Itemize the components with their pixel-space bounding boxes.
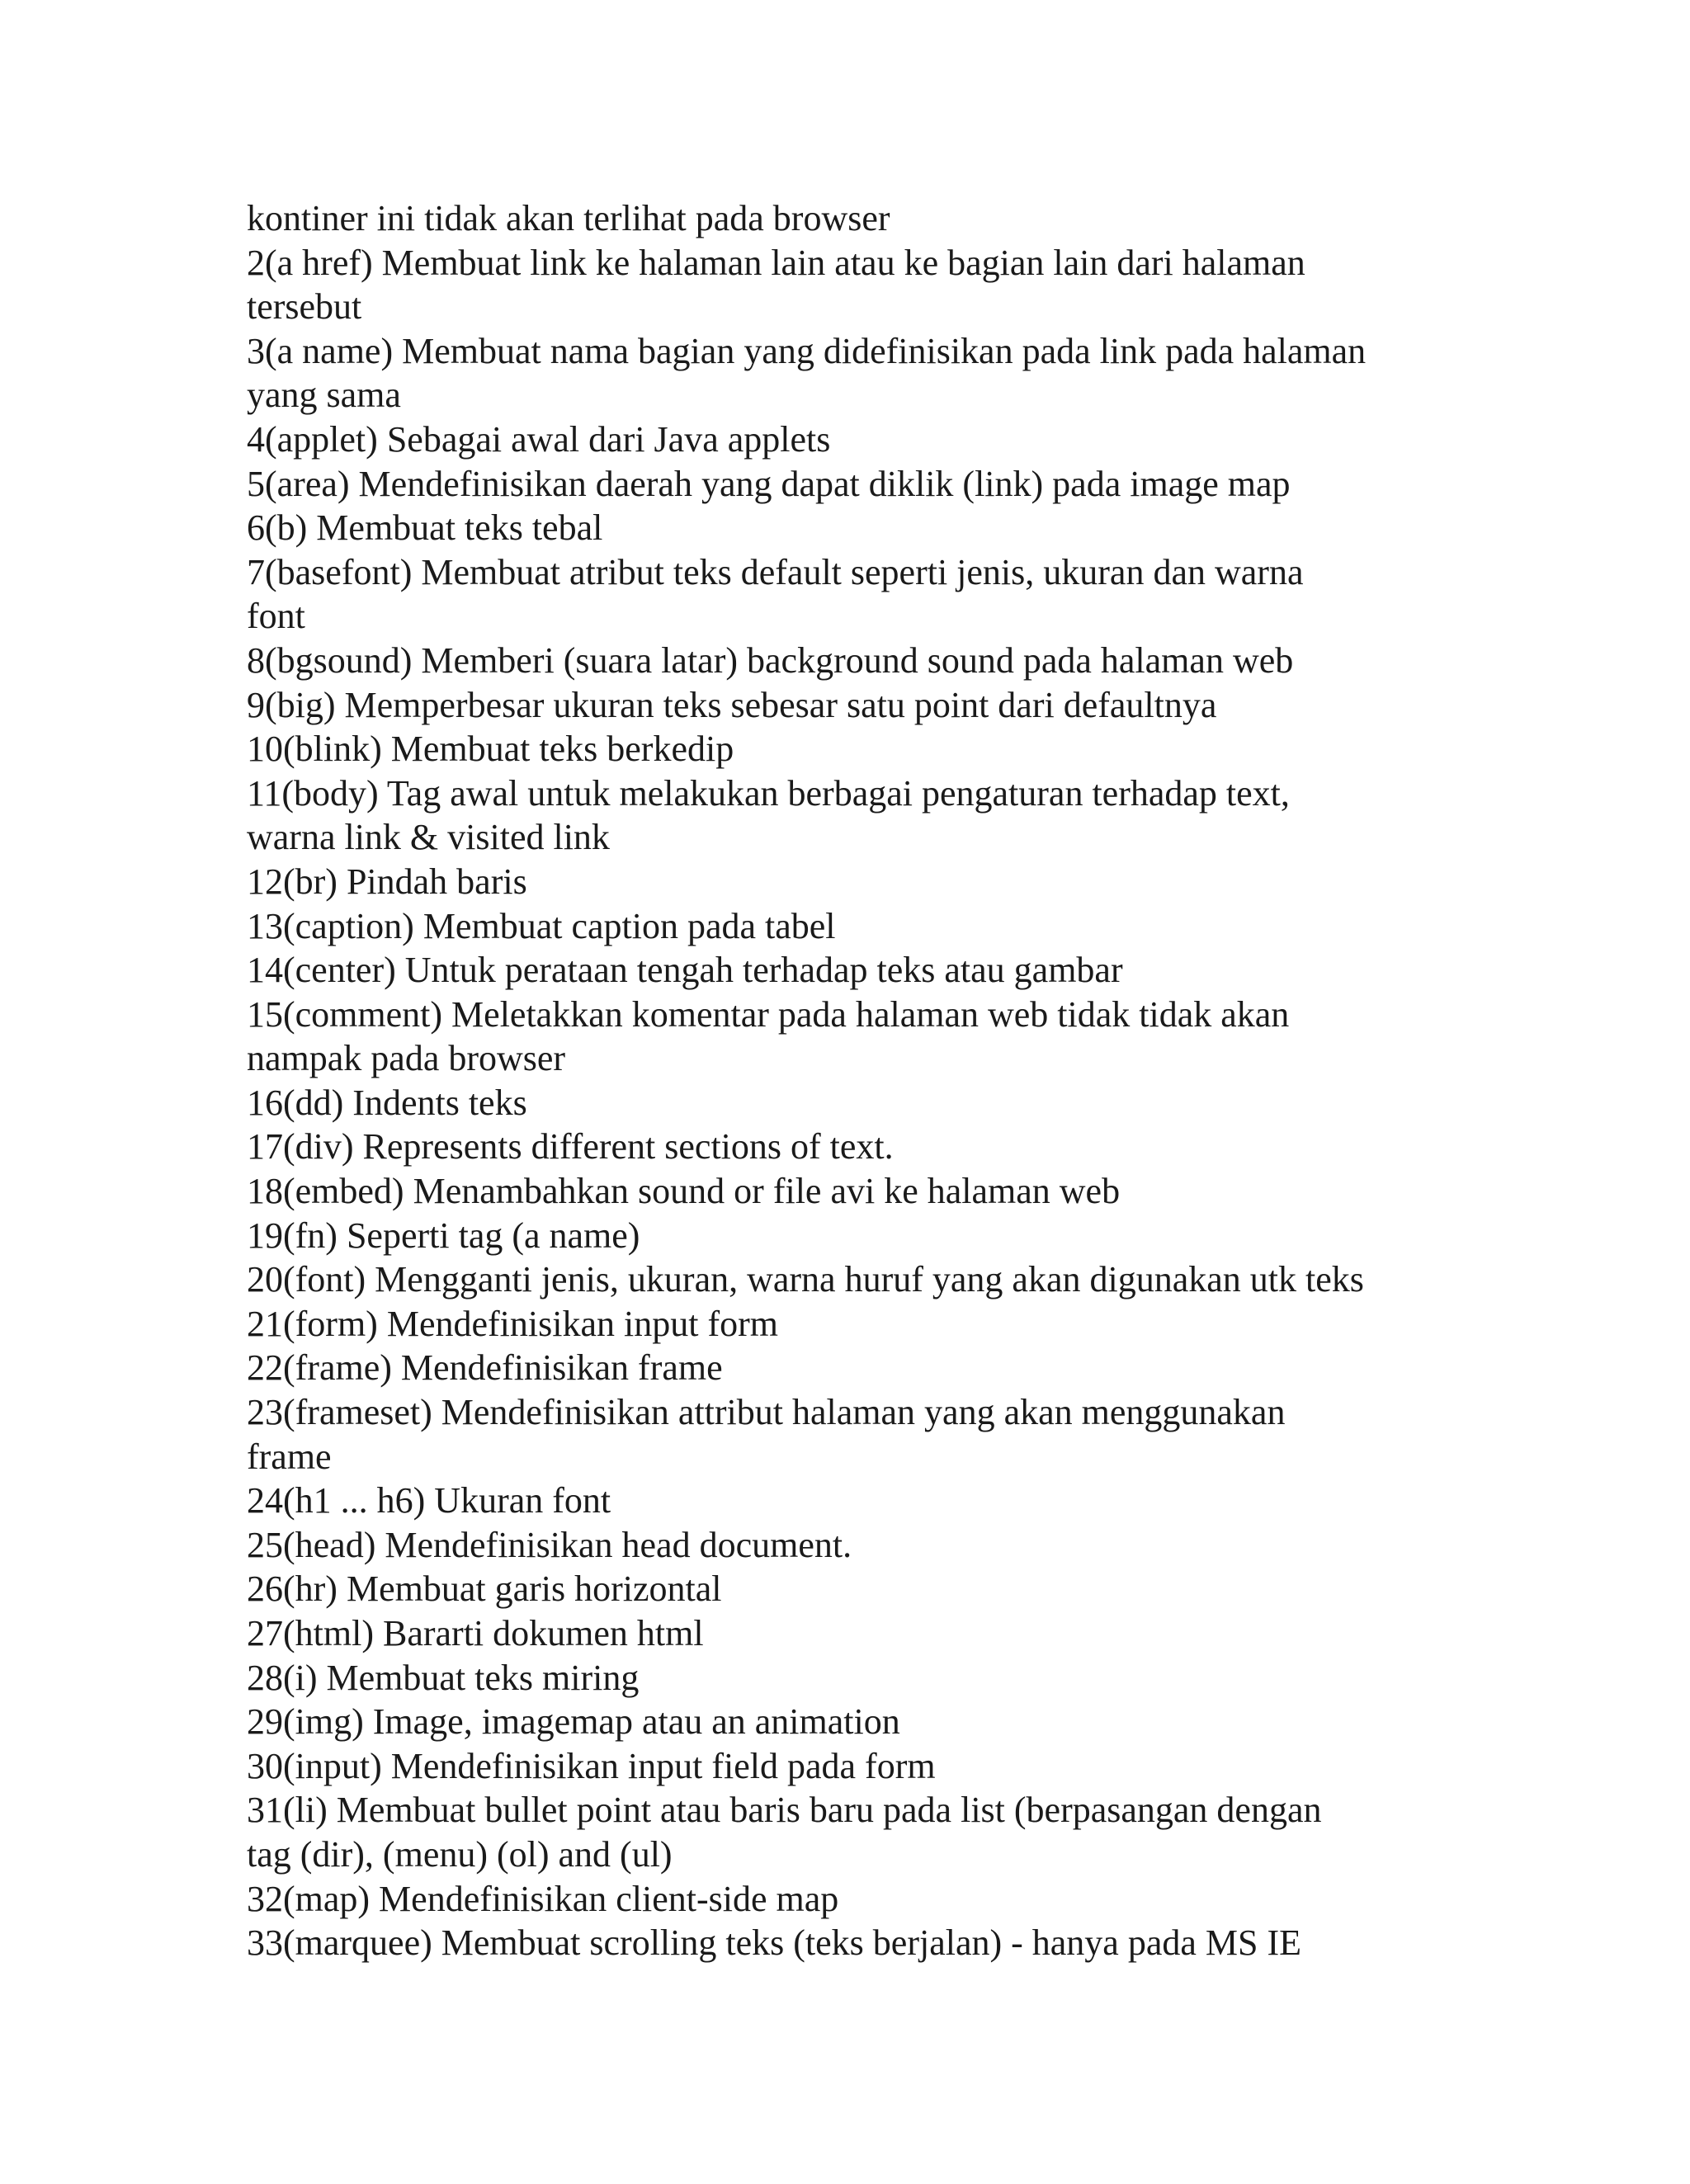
text-line: 29(img) Image, imagemap atau an animation bbox=[247, 1701, 900, 1743]
text-line: 13(caption) Membuat caption pada tabel bbox=[247, 905, 836, 946]
text-line: 33(marquee) Membuat scrolling teks (teks berjalan) - hanya pada MS IE bbox=[247, 1922, 1302, 1964]
text-line: 17(div) Represents different sections of text. bbox=[247, 1126, 894, 1167]
text-line: 25(head) Mendefinisikan head document. bbox=[247, 1524, 852, 1565]
text-line: yang sama bbox=[247, 375, 401, 416]
text-line: 19(fn) Seperti tag (a name) bbox=[247, 1215, 640, 1256]
text-line: 32(map) Mendefinisikan client-side map bbox=[247, 1878, 839, 1919]
text-line: 12(br) Pindah baris bbox=[247, 861, 527, 902]
text-line: nampak pada browser bbox=[247, 1038, 566, 1079]
text-line: 5(area) Mendefinisikan daerah yang dapat diklik (link) pada image map bbox=[247, 463, 1291, 504]
text-line: 30(input) Mendefinisikan input field pada form bbox=[247, 1745, 936, 1786]
text-line: font bbox=[247, 596, 305, 637]
text-line: 26(hr) Membuat garis horizontal bbox=[247, 1568, 722, 1610]
text-line: 14(center) Untuk perataan tengah terhadap teks atau gambar bbox=[247, 950, 1123, 991]
document-body bbox=[247, 196, 1485, 1965]
text-line: 9(big) Memperbesar ukuran teks sebesar satu point dari defaultnya bbox=[247, 684, 1217, 725]
text-line: 6(b) Membuat teks tebal bbox=[247, 507, 603, 549]
text-line: tag (dir), (menu) (ol) and (ul) bbox=[247, 1833, 673, 1875]
text-line: 4(applet) Sebagai awal dari Java applets bbox=[247, 418, 831, 460]
text-line: 28(i) Membuat teks miring bbox=[247, 1657, 640, 1698]
text-line: 2(a href) Membuat link ke halaman lain atau ke bagian lain dari halaman bbox=[247, 242, 1305, 283]
text-line: tersebut bbox=[247, 286, 362, 328]
text-line: 22(frame) Mendefinisikan frame bbox=[247, 1347, 723, 1389]
text-line: 16(dd) Indents teks bbox=[247, 1082, 527, 1123]
text-line: warna link & visited link bbox=[247, 817, 610, 858]
text-line: 8(bgsound) Memberi (suara latar) background sound pada halaman web bbox=[247, 639, 1294, 681]
text-line: 3(a name) Membuat nama bagian yang didefinisikan pada link pada halaman bbox=[247, 330, 1367, 371]
text-line: 23(frameset) Mendefinisikan attribut halaman yang akan menggunakan bbox=[247, 1392, 1286, 1433]
text-line: 21(form) Mendefinisikan input form bbox=[247, 1303, 778, 1344]
text-line: 10(blink) Membuat teks berkedip bbox=[247, 729, 734, 770]
text-line: 15(comment) Meletakkan komentar pada halaman web tidak tidak akan bbox=[247, 993, 1290, 1035]
text-line: 20(font) Mengganti jenis, ukuran, warna huruf yang akan digunakan utk teks bbox=[247, 1259, 1364, 1300]
text-line: frame bbox=[247, 1436, 332, 1477]
text-line: 7(basefont) Membuat atribut teks default seperti jenis, ukuran dan warna bbox=[247, 551, 1304, 592]
text-line: 24(h1 ... h6) Ukuran font bbox=[247, 1480, 611, 1521]
text-line: 31(li) Membuat bullet point atau baris baru pada list (berpasangan dengan bbox=[247, 1790, 1322, 1831]
text-line: 27(html) Bararti dokumen html bbox=[247, 1613, 704, 1653]
text-line: kontiner ini tidak akan terlihat pada browser bbox=[247, 198, 890, 238]
text-line: 11(body) Tag awal untuk melakukan berbagai pengaturan terhadap text, bbox=[247, 772, 1290, 814]
text-line: 18(embed) Menambahkan sound or file avi ke halaman web bbox=[247, 1171, 1121, 1212]
